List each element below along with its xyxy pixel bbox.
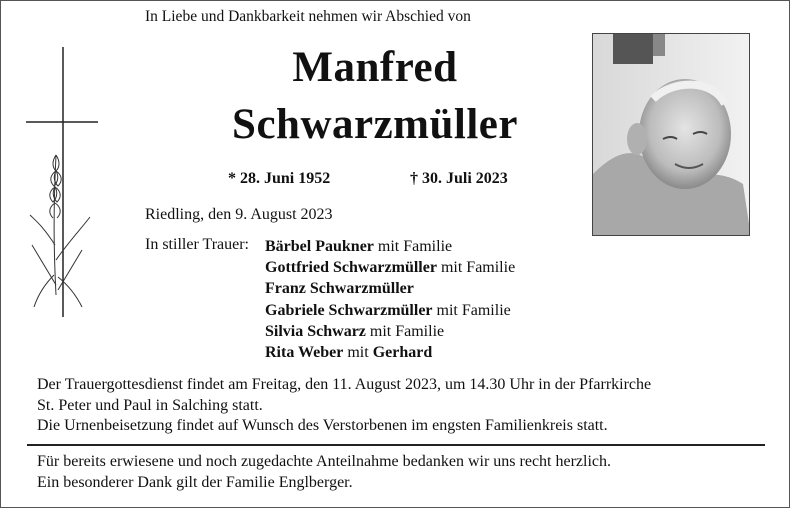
- service-line: Die Urnenbeisetzung findet auf Wunsch des Verstorbenen im engsten Familienkreis statt.: [37, 417, 608, 434]
- divider-line: [27, 444, 765, 446]
- mourner-entry: Gabriele Schwarzmüller mit Familie: [265, 301, 511, 319]
- service-info: [37, 375, 651, 437]
- cross-with-wheat-icon: [20, 45, 110, 325]
- mourner-entry: Franz Schwarzmüller: [265, 280, 414, 298]
- service-line: Der Trauergottesdienst findet am Freitag, den 11. August 2023, um 14.30 Uhr in der Pfarrkirche: [37, 376, 652, 393]
- mourner-entry: Silvia Schwarz mit Familie: [265, 322, 445, 340]
- thanks-line: Für bereits erwiesene und noch zugedachte Anteilnahme bedanken wir uns recht herzlich.: [37, 453, 612, 470]
- place-date: Riedling, den 9. August 2023: [145, 206, 333, 223]
- intro-text: In Liebe und Dankbarkeit nehmen wir Abschied von: [145, 8, 471, 25]
- service-line: St. Peter und Paul in Salching statt.: [37, 396, 263, 414]
- mourner-entry: Bärbel Paukner mit Familie: [265, 238, 453, 255]
- death-date: † 30. Juli 2023: [410, 170, 508, 187]
- thanks-text: [37, 452, 611, 493]
- mourners-list: [265, 236, 515, 363]
- first-name: Manfred: [292, 44, 458, 91]
- last-name: Schwarzmüller: [232, 101, 518, 148]
- portrait-photo: [592, 33, 750, 236]
- thanks-line: Ein besonderer Dank gilt der Familie Englberger.: [37, 473, 353, 491]
- mourner-entry: Gottfried Schwarzmüller mit Familie: [265, 259, 516, 277]
- mourner-entry: Rita Weber mit Gerhard: [265, 344, 433, 362]
- mourning-label: In stiller Trauer:: [145, 236, 249, 253]
- birth-date: * 28. Juni 1952: [228, 170, 331, 187]
